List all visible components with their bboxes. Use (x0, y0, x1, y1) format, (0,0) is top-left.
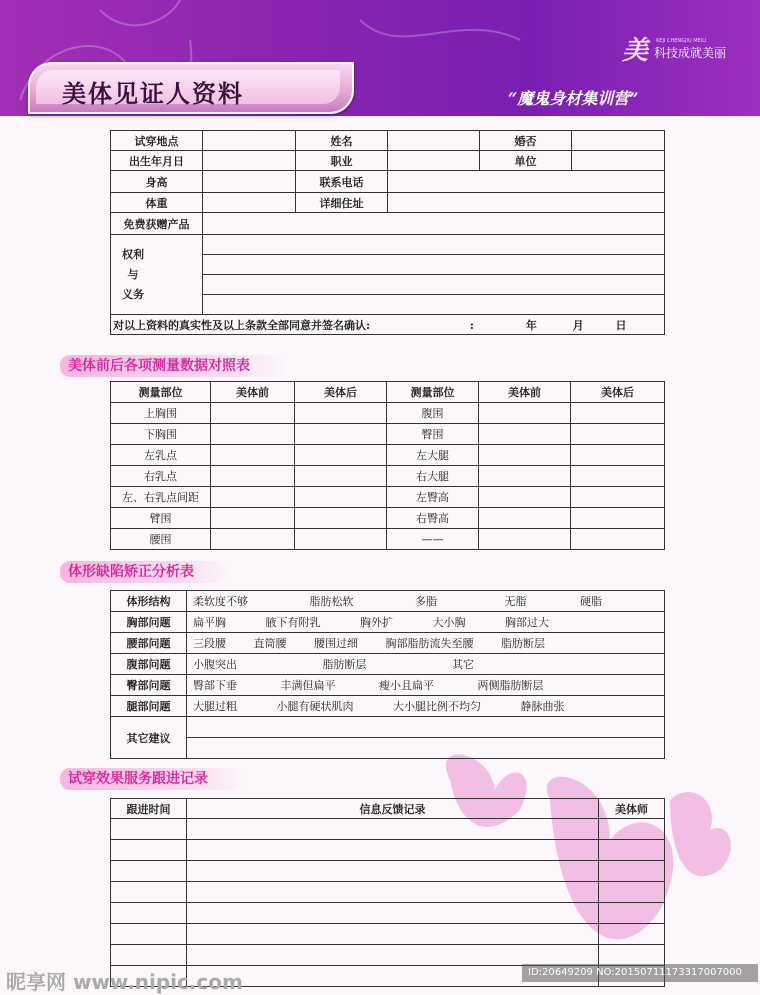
measure-left-5: 左、右乳点间距 (111, 487, 211, 508)
measure-right-3: 左大腿 (387, 445, 479, 466)
cell[interactable] (295, 529, 387, 550)
value-marital[interactable] (572, 131, 665, 151)
defect-item[interactable]: 三段腰 (193, 637, 226, 650)
label-rights-2: 与 (127, 267, 139, 281)
defect-item[interactable]: 其它 (452, 658, 474, 671)
cell[interactable] (187, 861, 599, 882)
measure-header-6: 美体后 (571, 382, 665, 403)
cell[interactable] (295, 466, 387, 487)
value-name[interactable] (388, 131, 480, 151)
defect-item[interactable]: 两侧脂肪断层 (477, 679, 544, 692)
defect-item[interactable]: 脂肪断层 (322, 658, 367, 671)
value-company[interactable] (572, 151, 665, 171)
measure-right-1: 腹围 (387, 403, 479, 424)
defect-label-other: 其它建议 (111, 717, 187, 759)
cell[interactable] (211, 529, 295, 550)
measure-right-5: 左臀高 (387, 487, 479, 508)
cell[interactable] (295, 445, 387, 466)
rights-lines[interactable] (203, 235, 665, 315)
defect-item[interactable]: 瘦小且扁平 (379, 679, 434, 692)
measure-header-4: 测量部位 (387, 382, 479, 403)
cell[interactable] (187, 924, 599, 945)
followup-header-record: 信息反馈记录 (187, 799, 599, 819)
measure-right-4: 右大腿 (387, 466, 479, 487)
label-company: 单位 (480, 151, 572, 171)
measure-right-2: 臀围 (387, 424, 479, 445)
followup-table (110, 798, 665, 987)
section-defect: 体形缺陷矫正分析表 (60, 561, 230, 583)
cell[interactable] (479, 487, 571, 508)
label-birth: 出生年月日 (111, 151, 203, 171)
cell[interactable] (211, 424, 295, 445)
cell[interactable] (111, 861, 187, 882)
cell[interactable] (295, 403, 387, 424)
label-rights-3: 义务 (122, 287, 144, 301)
label-gift: 免费获赠产品 (111, 213, 203, 235)
cell[interactable] (211, 466, 295, 487)
cell[interactable] (479, 403, 571, 424)
cell[interactable] (599, 882, 665, 903)
defect-item[interactable]: 脂肪断层 (501, 637, 545, 650)
cell[interactable] (571, 529, 665, 550)
brand-logo: 美 (622, 36, 649, 66)
measure-header-3: 美体后 (295, 382, 387, 403)
cell[interactable] (211, 487, 295, 508)
defect-items-6[interactable] (187, 696, 665, 717)
defect-label-2: 胸部问题 (111, 612, 187, 633)
defect-items-5[interactable] (187, 675, 665, 696)
followup-header-therapist: 美体师 (599, 799, 665, 819)
measure-right-7: —— (387, 529, 479, 550)
label-weight: 体重 (111, 193, 203, 213)
info-table (110, 130, 665, 335)
confirm-year: 年 (525, 318, 537, 332)
value-height[interactable] (203, 171, 296, 193)
defect-item[interactable]: 丰满但扁平 (280, 679, 336, 692)
cell[interactable] (211, 403, 295, 424)
measure-left-7: 腰围 (111, 529, 211, 550)
cell[interactable] (599, 903, 665, 924)
value-gift[interactable] (203, 213, 665, 235)
confirm-colon: : (469, 318, 474, 332)
cell[interactable] (479, 529, 571, 550)
value-weight[interactable] (203, 193, 296, 213)
cell[interactable] (599, 840, 665, 861)
cell[interactable] (599, 945, 665, 966)
defect-item[interactable]: 小腿有硬状肌肉 (276, 700, 354, 713)
defect-label-5: 臀部问题 (111, 675, 187, 696)
defect-label-4: 腹部问题 (111, 654, 187, 675)
image-id-bar: ID:20649209 NO:20150711173317007000 (522, 964, 758, 982)
page-title: 美体见证人资料 (62, 79, 244, 108)
cell[interactable] (479, 445, 571, 466)
cell[interactable] (571, 424, 665, 445)
section-measure: 美体前后各项测量数据对照表 (60, 355, 286, 377)
cell[interactable] (571, 508, 665, 529)
defect-items-3[interactable] (187, 633, 665, 654)
measure-header-5: 美体前 (479, 382, 571, 403)
defect-label-3: 腰部问题 (111, 633, 187, 654)
other-suggestion-field[interactable] (187, 717, 665, 759)
defect-label-6: 腿部问题 (111, 696, 187, 717)
slogan: “魔鬼身材集训营” (508, 89, 639, 108)
defect-item[interactable]: 脂肪松软 (309, 595, 354, 608)
cell[interactable] (599, 924, 665, 945)
measure-left-6: 臂围 (111, 508, 211, 529)
confirm-text: 对以上资料的真实性及以上条款全部同意并签名确认: (113, 318, 371, 332)
cell[interactable] (187, 840, 599, 861)
watermark: 昵享网 www.nipic.com (6, 970, 243, 994)
cell[interactable] (211, 508, 295, 529)
label-height: 身高 (111, 171, 203, 193)
defect-item[interactable]: 小腹突出 (193, 658, 237, 671)
measure-left-2: 下胸围 (111, 424, 211, 445)
defect-item[interactable]: 直筒腰 (253, 637, 287, 650)
defect-items-2[interactable] (187, 612, 665, 633)
value-birth[interactable] (203, 151, 296, 171)
cell[interactable] (111, 840, 187, 861)
defect-item[interactable]: 大小胸 (432, 616, 466, 629)
defect-item[interactable]: 硬脂 (580, 595, 602, 608)
followup-header-time: 跟进时间 (111, 799, 187, 819)
measure-header-2: 美体前 (211, 382, 295, 403)
cell[interactable] (211, 445, 295, 466)
brand-tagline: 科技成就美丽 (654, 46, 727, 60)
defect-item[interactable]: 胸部脂肪流失至腰 (385, 637, 474, 650)
cell[interactable] (571, 445, 665, 466)
cell[interactable] (295, 424, 387, 445)
confirm-row[interactable] (111, 315, 665, 335)
measure-left-3: 左乳点 (111, 445, 211, 466)
cell[interactable] (111, 903, 187, 924)
measure-left-4: 右乳点 (111, 466, 211, 487)
measure-table (110, 381, 665, 550)
defect-item[interactable]: 大小腿比例不均匀 (393, 700, 481, 713)
label-job: 职业 (296, 151, 388, 171)
brand-english: KEJI CHENGJIU MEILI (656, 38, 707, 44)
value-location[interactable] (203, 131, 296, 151)
defect-label-1: 体形结构 (111, 591, 187, 612)
measure-left-1: 上胸围 (111, 403, 211, 424)
defect-item[interactable]: 腋下有附乳 (265, 616, 321, 629)
cell[interactable] (187, 945, 599, 966)
label-location: 试穿地点 (111, 131, 203, 151)
defect-items-1[interactable] (187, 591, 665, 612)
cell[interactable] (571, 487, 665, 508)
defect-item[interactable]: 胸部过大 (505, 616, 549, 629)
label-rights (111, 235, 203, 315)
cell[interactable] (479, 508, 571, 529)
label-address: 详细住址 (296, 193, 388, 213)
measure-header-1: 测量部位 (111, 382, 211, 403)
defect-item[interactable]: 大腿过粗 (193, 700, 237, 713)
cell[interactable] (187, 903, 599, 924)
cell[interactable] (295, 487, 387, 508)
value-phone[interactable] (388, 171, 665, 193)
cell[interactable] (187, 819, 599, 840)
section-followup: 试穿效果服务跟进记录 (60, 768, 244, 790)
defect-item[interactable]: 扁平胸 (193, 616, 226, 629)
label-marital: 婚否 (480, 131, 572, 151)
label-phone: 联系电话 (296, 171, 388, 193)
cell[interactable] (111, 924, 187, 945)
defect-item[interactable]: 腰围过细 (314, 637, 358, 650)
defect-item[interactable]: 胸外扩 (360, 616, 393, 629)
cell[interactable] (479, 424, 571, 445)
defect-item[interactable]: 多脂 (415, 595, 437, 608)
cell[interactable] (571, 466, 665, 487)
cell[interactable] (187, 882, 599, 903)
defect-items-4[interactable] (187, 654, 665, 675)
label-name: 姓名 (296, 131, 388, 151)
measure-right-6: 右臀高 (387, 508, 479, 529)
defect-item[interactable]: 柔软度不够 (193, 595, 248, 608)
value-job[interactable] (388, 151, 480, 171)
cell[interactable] (111, 819, 187, 840)
label-rights-1: 权利 (122, 247, 144, 261)
defect-table (110, 590, 665, 759)
confirm-month: 月 (572, 318, 584, 332)
confirm-day: 日 (615, 318, 627, 332)
cell[interactable] (295, 508, 387, 529)
cell[interactable] (111, 882, 187, 903)
cell[interactable] (599, 819, 665, 840)
defect-item[interactable]: 臀部下垂 (193, 679, 237, 692)
cell[interactable] (479, 466, 571, 487)
value-address[interactable] (388, 193, 665, 213)
cell[interactable] (599, 861, 665, 882)
cell[interactable] (111, 945, 187, 966)
defect-item[interactable]: 静脉曲张 (520, 700, 565, 713)
defect-item[interactable]: 无脂 (504, 595, 527, 608)
cell[interactable] (571, 403, 665, 424)
